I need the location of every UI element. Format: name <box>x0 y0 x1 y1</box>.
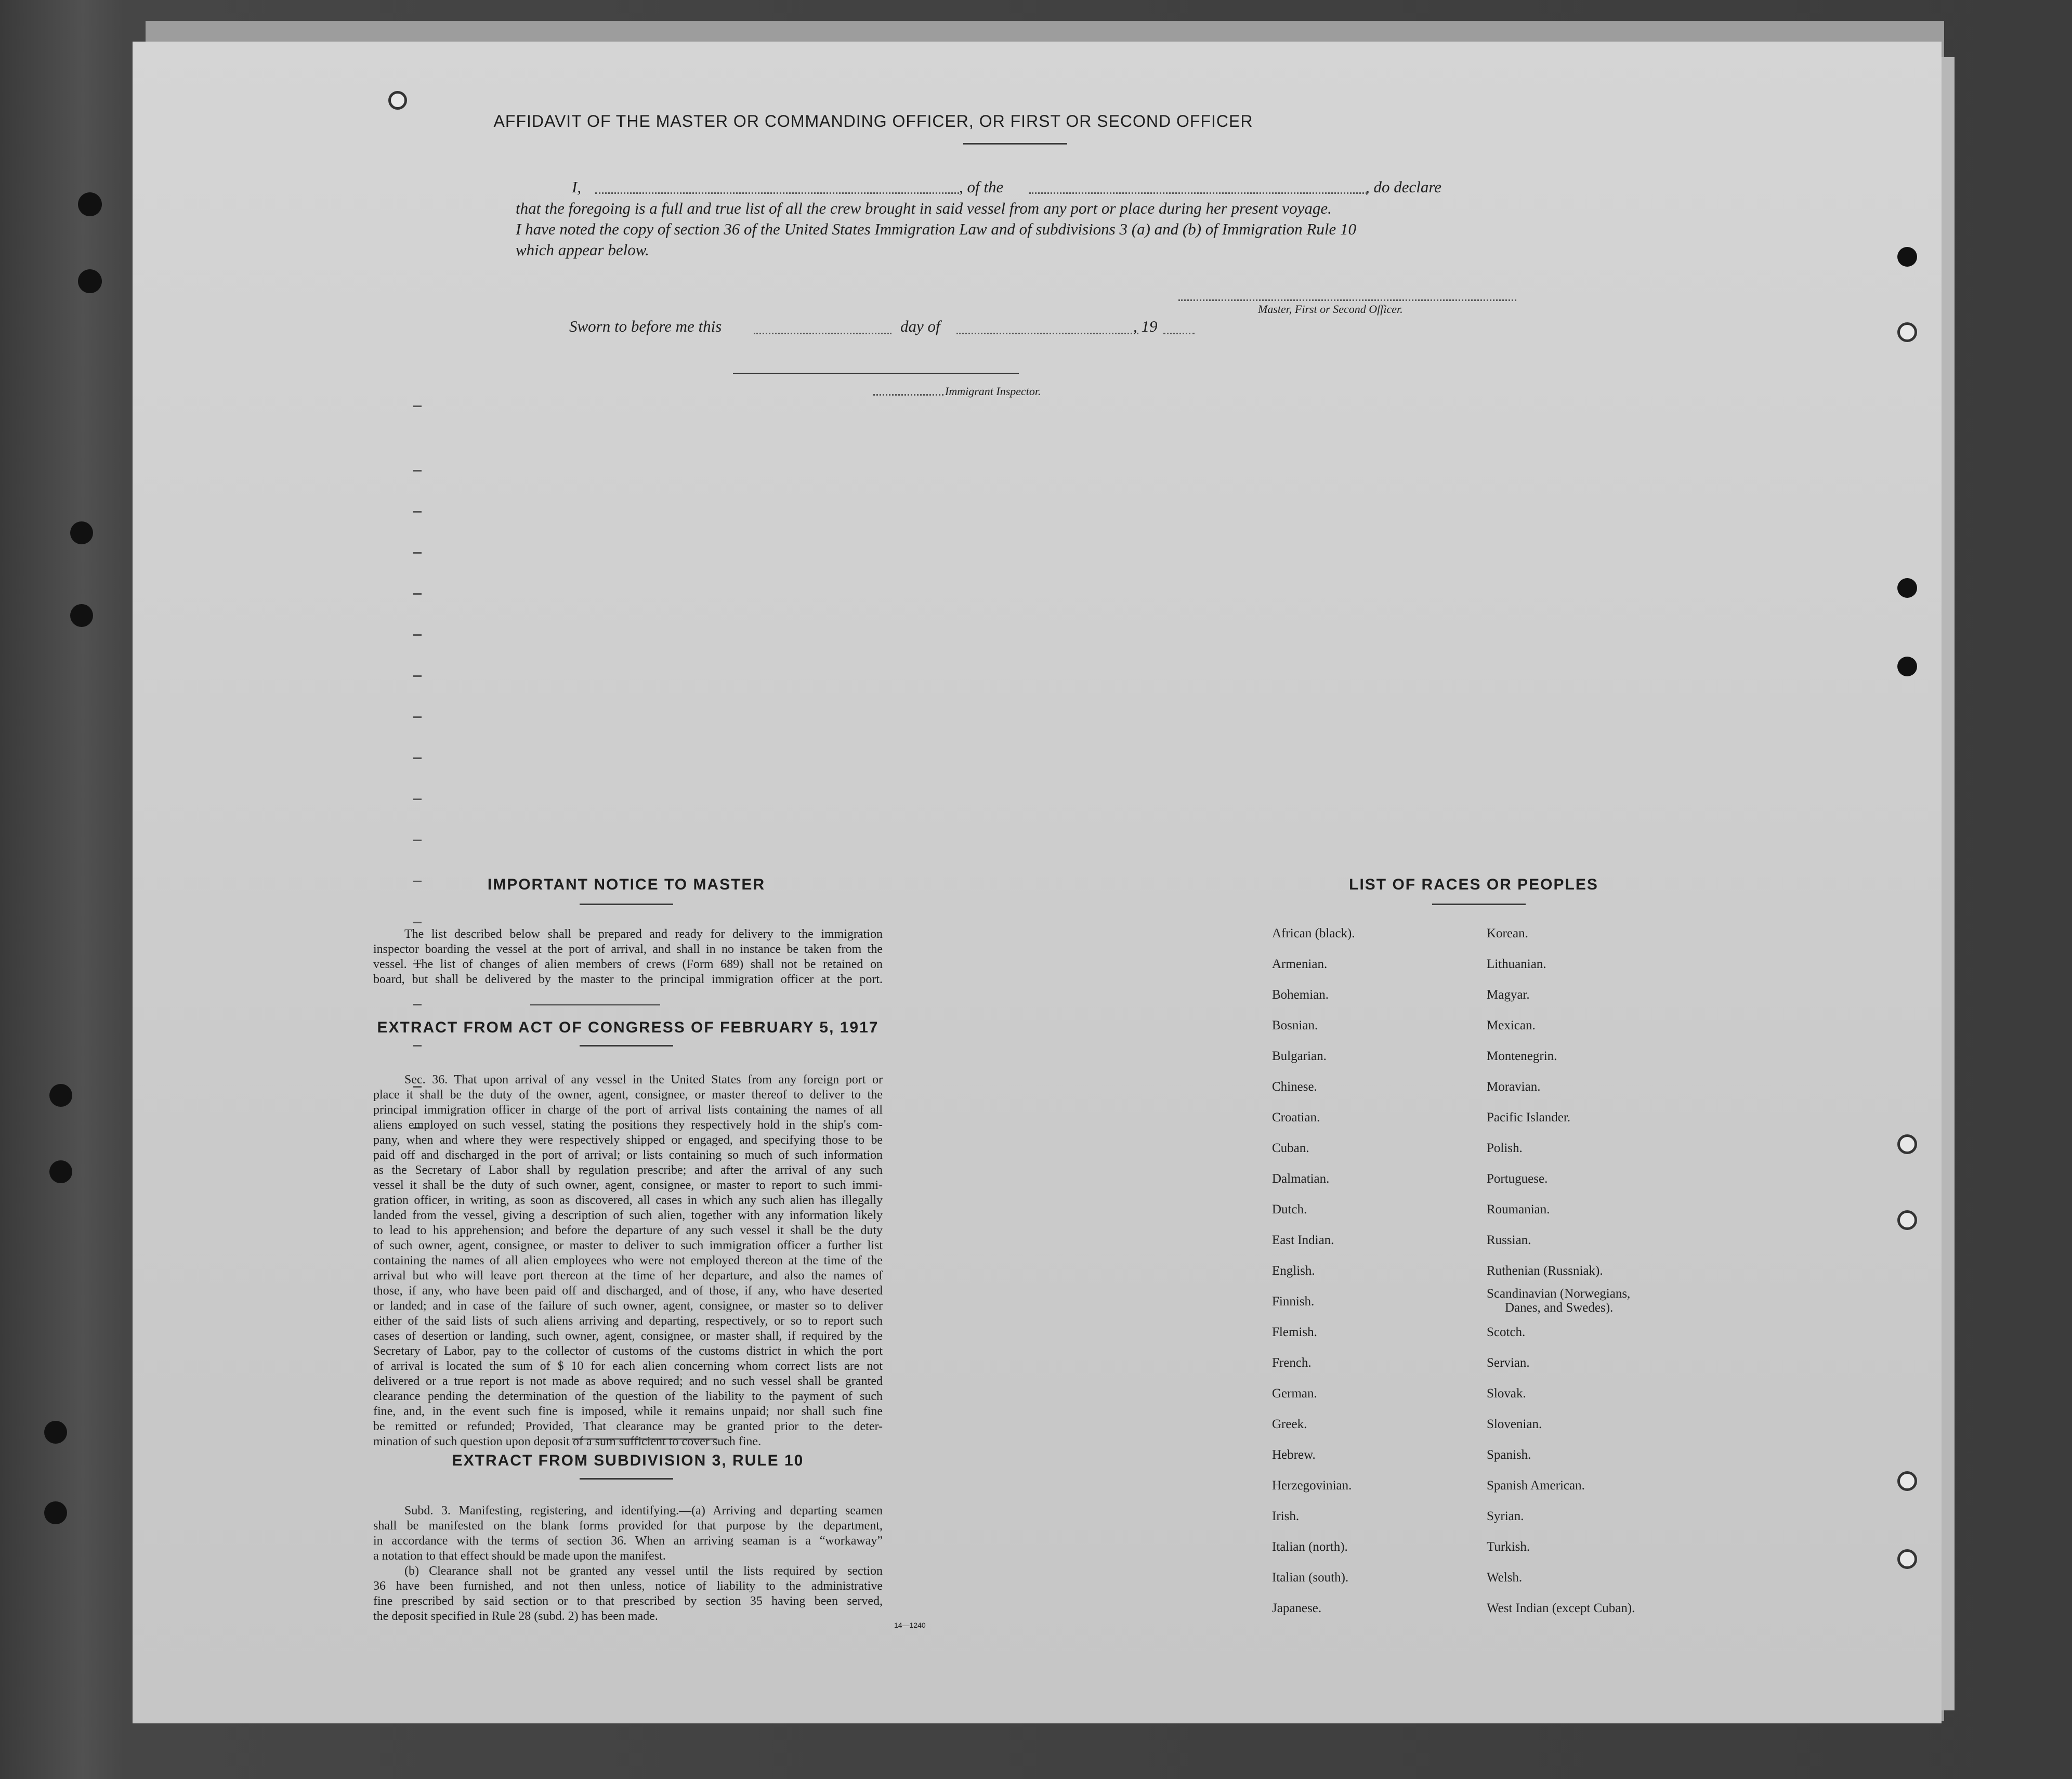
binder-hole-icon <box>78 269 102 293</box>
vessel-blank-line[interactable] <box>1029 192 1367 194</box>
race-item: Syrian. <box>1487 1509 1524 1523</box>
race-item: Servian. <box>1487 1356 1530 1370</box>
race-item: Armenian. <box>1272 957 1328 971</box>
race-item: African (black). <box>1272 926 1355 940</box>
rule-title: EXTRACT FROM SUBDIVISION 3, RULE 10 <box>452 1452 804 1469</box>
race-item: Bosnian. <box>1272 1018 1318 1032</box>
race-item: French. <box>1272 1356 1312 1370</box>
act-line: vessel it shall be the duty of such owner, agent, consignee, or master to report to such immi- <box>373 1179 883 1192</box>
race-item: Hebrew. <box>1272 1448 1316 1462</box>
act-line: either of the said lists of such aliens arriving and departing, respectively, or so to report such <box>373 1314 883 1328</box>
affidavit-line-2: that the foregoing is a full and true list of all the crew brought in said vessel from any port or place during her present voyage. <box>516 199 1332 217</box>
punch-hole-icon <box>388 91 407 110</box>
race-item: Greek. <box>1272 1417 1307 1431</box>
race-item: Flemish. <box>1272 1325 1317 1339</box>
act-line: arrival but who will leave port thereon at the time of her departure, and also the names of <box>373 1269 883 1283</box>
margin-tick <box>413 470 422 472</box>
rule-line: shall be manifested on the blank forms provided for that purpose by the department, <box>373 1519 883 1533</box>
act-line: fine, and, in the event such fine is imposed, while it remains unpaid; nor shall such fine <box>373 1405 883 1418</box>
rule-line: the deposit specified in Rule 28 (subd. 2) has been made. <box>373 1610 658 1623</box>
act-line: landed from the vessel, giving a description of such alien, together with any information likely <box>373 1209 883 1222</box>
race-item: Herzegovinian. <box>1272 1479 1352 1493</box>
race-item: Lithuanian. <box>1487 957 1546 971</box>
punch-hole-icon <box>1897 578 1917 598</box>
race-item: Welsh. <box>1487 1571 1523 1585</box>
notice-title: IMPORTANT NOTICE TO MASTER <box>487 876 766 893</box>
binder-hole-icon <box>70 521 93 544</box>
act-line: those, if any, who have been paid off and discharged, and of those, if any, who have deserted <box>373 1284 883 1298</box>
race-item: Croatian. <box>1272 1110 1320 1124</box>
rule-line: a notation to that effect should be made upon the manifest. <box>373 1549 666 1563</box>
affidavit-line-3: I have noted the copy of section 36 of the United States Immigration Law and of subdivisions 3 (a) and (b) of Immigration Rule 10 <box>516 220 1356 238</box>
sworn-day-blank-line[interactable] <box>754 333 891 334</box>
binder-hole-icon <box>70 604 93 627</box>
act-text <box>373 1072 883 1449</box>
race-item: Chinese. <box>1272 1080 1317 1094</box>
margin-tick <box>413 881 422 882</box>
binder-hole-icon <box>49 1084 72 1107</box>
year-label: , 19 <box>1133 317 1158 335</box>
affidavit-of-the-label: , of the <box>959 178 1004 196</box>
race-item: West Indian (except Cuban). <box>1487 1601 1635 1615</box>
margin-tick <box>413 922 422 923</box>
margin-tick <box>413 634 422 636</box>
race-item: Slovak. <box>1487 1386 1526 1401</box>
punch-hole-icon <box>1897 322 1917 342</box>
notice-line: vessel. The list of changes of alien members of crews (Form 689) shall not be retained on <box>373 958 883 971</box>
act-line: as the Secretary of Labor shall by regulation prescribe; and after the arrival of any such <box>373 1163 883 1177</box>
punch-hole-icon <box>1897 247 1917 267</box>
act-line: Secretary of Labor, pay to the collector of customs of the customs district in which the port <box>373 1344 883 1358</box>
race-item: Japanese. <box>1272 1601 1322 1615</box>
margin-tick <box>413 405 422 407</box>
binder-hole-icon <box>78 192 102 216</box>
rule-line: (b) Clearance shall not be granted any vessel until the lists required by section <box>404 1564 883 1578</box>
punch-hole-icon <box>1897 1549 1917 1569</box>
race-item: Roumanian. <box>1487 1202 1550 1216</box>
race-item: Moravian. <box>1487 1080 1541 1094</box>
margin-tick <box>413 799 422 800</box>
act-line: of such owner, agent, consignee, or master to deliver to such immigration officer a further list <box>373 1239 883 1252</box>
affidavit-declare-label: , do declare <box>1366 178 1442 196</box>
margin-tick <box>413 1004 422 1005</box>
affidavit-line-4: which appear below. <box>516 241 649 259</box>
race-item: Cuban. <box>1272 1141 1309 1155</box>
race-item: East Indian. <box>1272 1233 1334 1247</box>
margin-tick <box>413 593 422 595</box>
race-item: Bulgarian. <box>1272 1049 1327 1063</box>
race-item: Portuguese. <box>1487 1172 1548 1186</box>
rule-line: 36 have been furnished, and not then unless, notice of liability to the administrative <box>373 1579 883 1593</box>
act-line: paid off and discharged in the port of arrival; or lists containing so much of such information <box>373 1148 883 1162</box>
act-line: be remitted or refunded; Provided, That clearance may be granted prior to the deter- <box>373 1420 883 1433</box>
margin-tick <box>413 511 422 513</box>
race-item: Italian (south). <box>1272 1571 1349 1585</box>
race-item: Finnish. <box>1272 1294 1315 1309</box>
section-divider <box>572 1438 717 1440</box>
race-item: Scotch. <box>1487 1325 1526 1339</box>
rule-underline <box>580 1478 673 1480</box>
act-underline <box>580 1045 673 1047</box>
race-item: Korean. <box>1487 926 1528 940</box>
race-item: Russian. <box>1487 1233 1531 1247</box>
race-item: German. <box>1272 1386 1317 1401</box>
section-divider <box>530 1004 660 1005</box>
form-number: 14—1240 <box>894 1621 926 1629</box>
notice-line: inspector boarding the vessel at the port of arrival, and shall in no instance be taken from the <box>373 943 883 956</box>
binder-hole-icon <box>44 1421 67 1444</box>
act-line: aliens employed on such vessel, stating the positions they respectively hold in the ship's com- <box>373 1118 883 1132</box>
inspector-signature-line[interactable] <box>733 373 1019 374</box>
notice-text <box>373 927 883 987</box>
binder-hole-icon <box>44 1501 67 1524</box>
act-line: or landed; and in case of the failure of such owner, agent, consignee, or master so to deliver <box>373 1299 883 1313</box>
margin-tick <box>413 1045 422 1047</box>
race-item: Ruthenian (Russniak). <box>1487 1264 1603 1278</box>
notice-line: board, but shall be delivered by the master to the principal immigration officer at the port. <box>373 973 883 986</box>
race-item: Spanish. <box>1487 1448 1531 1462</box>
signature-caption: Master, First or Second Officer. <box>1258 303 1403 316</box>
inspector-caption: Immigrant Inspector. <box>945 385 1041 398</box>
sworn-label: Sworn to before me this <box>569 317 722 335</box>
day-of-label: day of <box>900 317 940 335</box>
race-item-continuation: Danes, and Swedes). <box>1505 1301 1614 1315</box>
act-line: place it shall be the duty of the owner, agent, consignee, or master thereof to deliver to the <box>373 1088 883 1102</box>
act-line: Sec. 36. That upon arrival of any vessel in the United States from any foreign port or <box>404 1073 883 1087</box>
punch-hole-icon <box>1897 1134 1917 1154</box>
affidavit-i-label: I, <box>572 178 582 196</box>
act-line: principal immigration officer in charge of the port of arrival lists containing the names of all <box>373 1103 883 1117</box>
margin-tick <box>413 757 422 759</box>
rule-line: Subd. 3. Manifesting, registering, and identifying.—(a) Arriving and departing seamen <box>404 1504 883 1518</box>
race-item: Pacific Islander. <box>1487 1110 1571 1124</box>
race-item: Magyar. <box>1487 988 1530 1002</box>
document-page <box>133 42 1942 1723</box>
punch-hole-icon <box>1897 657 1917 676</box>
race-item: Turkish. <box>1487 1540 1530 1554</box>
act-line: gration officer, in writing, as soon as discovered, all cases in which any such alien has illegally <box>373 1194 883 1207</box>
race-item: Scandinavian (Norwegians, <box>1487 1287 1631 1301</box>
race-item: Mexican. <box>1487 1018 1536 1032</box>
rule-line: in accordance with the terms of section 36. When an arriving seaman is a “workaway” <box>373 1534 883 1548</box>
punch-hole-icon <box>1897 1210 1917 1230</box>
race-item: Slovenian. <box>1487 1417 1542 1431</box>
races-title: LIST OF RACES OR PEOPLES <box>1349 876 1598 893</box>
notice-line: The list described below shall be prepared and ready for delivery to the immigration <box>404 927 883 941</box>
title-underline <box>963 143 1067 145</box>
act-line: pany, when and where they were respectively shipped or engaged, and specifying those to be <box>373 1133 883 1147</box>
act-title: EXTRACT FROM ACT OF CONGRESS OF FEBRUARY 5, 1917 <box>377 1019 879 1036</box>
act-line: clearance pending the determination of the question of the liability to the payment of such <box>373 1390 883 1403</box>
margin-tick <box>413 840 422 841</box>
margin-tick <box>413 716 422 718</box>
act-line: to lead to his apprehension; and before the departure of any such vessel it shall be the duty <box>373 1224 883 1237</box>
name-blank-line[interactable] <box>595 192 959 194</box>
act-line: cases of desertion or landing, such owner, agent, consignee, or master shall, if required by the <box>373 1329 883 1343</box>
act-line: delivered or a true report is not made as above required; and no such vessel shall be granted <box>373 1375 883 1388</box>
rule-text <box>373 1503 883 1624</box>
race-item: English. <box>1272 1264 1315 1278</box>
affidavit-title: AFFIDAVIT OF THE MASTER OR COMMANDING OFFICER, OR FIRST OR SECOND OFFICER <box>493 112 1253 130</box>
act-line: containing the names of all alien employees who were not employed thereon at the time of the <box>373 1254 883 1267</box>
margin-tick <box>413 675 422 677</box>
inspector-dotted-lead <box>873 394 943 396</box>
margin-tick <box>413 552 422 554</box>
race-item: Spanish American. <box>1487 1479 1585 1493</box>
race-item: Polish. <box>1487 1141 1523 1155</box>
races-underline <box>1432 904 1526 905</box>
race-item: Montenegrin. <box>1487 1049 1557 1063</box>
act-line: of arrival is located the sum of $ 10 for each alien concerning whom correct lists are not <box>373 1359 883 1373</box>
race-item: Dutch. <box>1272 1202 1307 1216</box>
race-item: Bohemian. <box>1272 988 1329 1002</box>
punch-hole-icon <box>1897 1471 1917 1491</box>
rule-line: fine prescribed by said section or to that prescribed by section 35 having been served, <box>373 1594 883 1608</box>
notice-underline <box>580 904 673 905</box>
race-item: Irish. <box>1272 1509 1300 1523</box>
sworn-month-blank-line[interactable] <box>956 333 1138 334</box>
race-item: Dalmatian. <box>1272 1172 1330 1186</box>
sworn-year-blank-line[interactable] <box>1163 333 1195 334</box>
race-item: Italian (north). <box>1272 1540 1348 1554</box>
act-line: mination of such question upon deposit of a sum sufficient to cover such fine. <box>373 1435 762 1448</box>
signature-blank-line[interactable] <box>1178 299 1516 301</box>
binder-hole-icon <box>49 1160 72 1183</box>
